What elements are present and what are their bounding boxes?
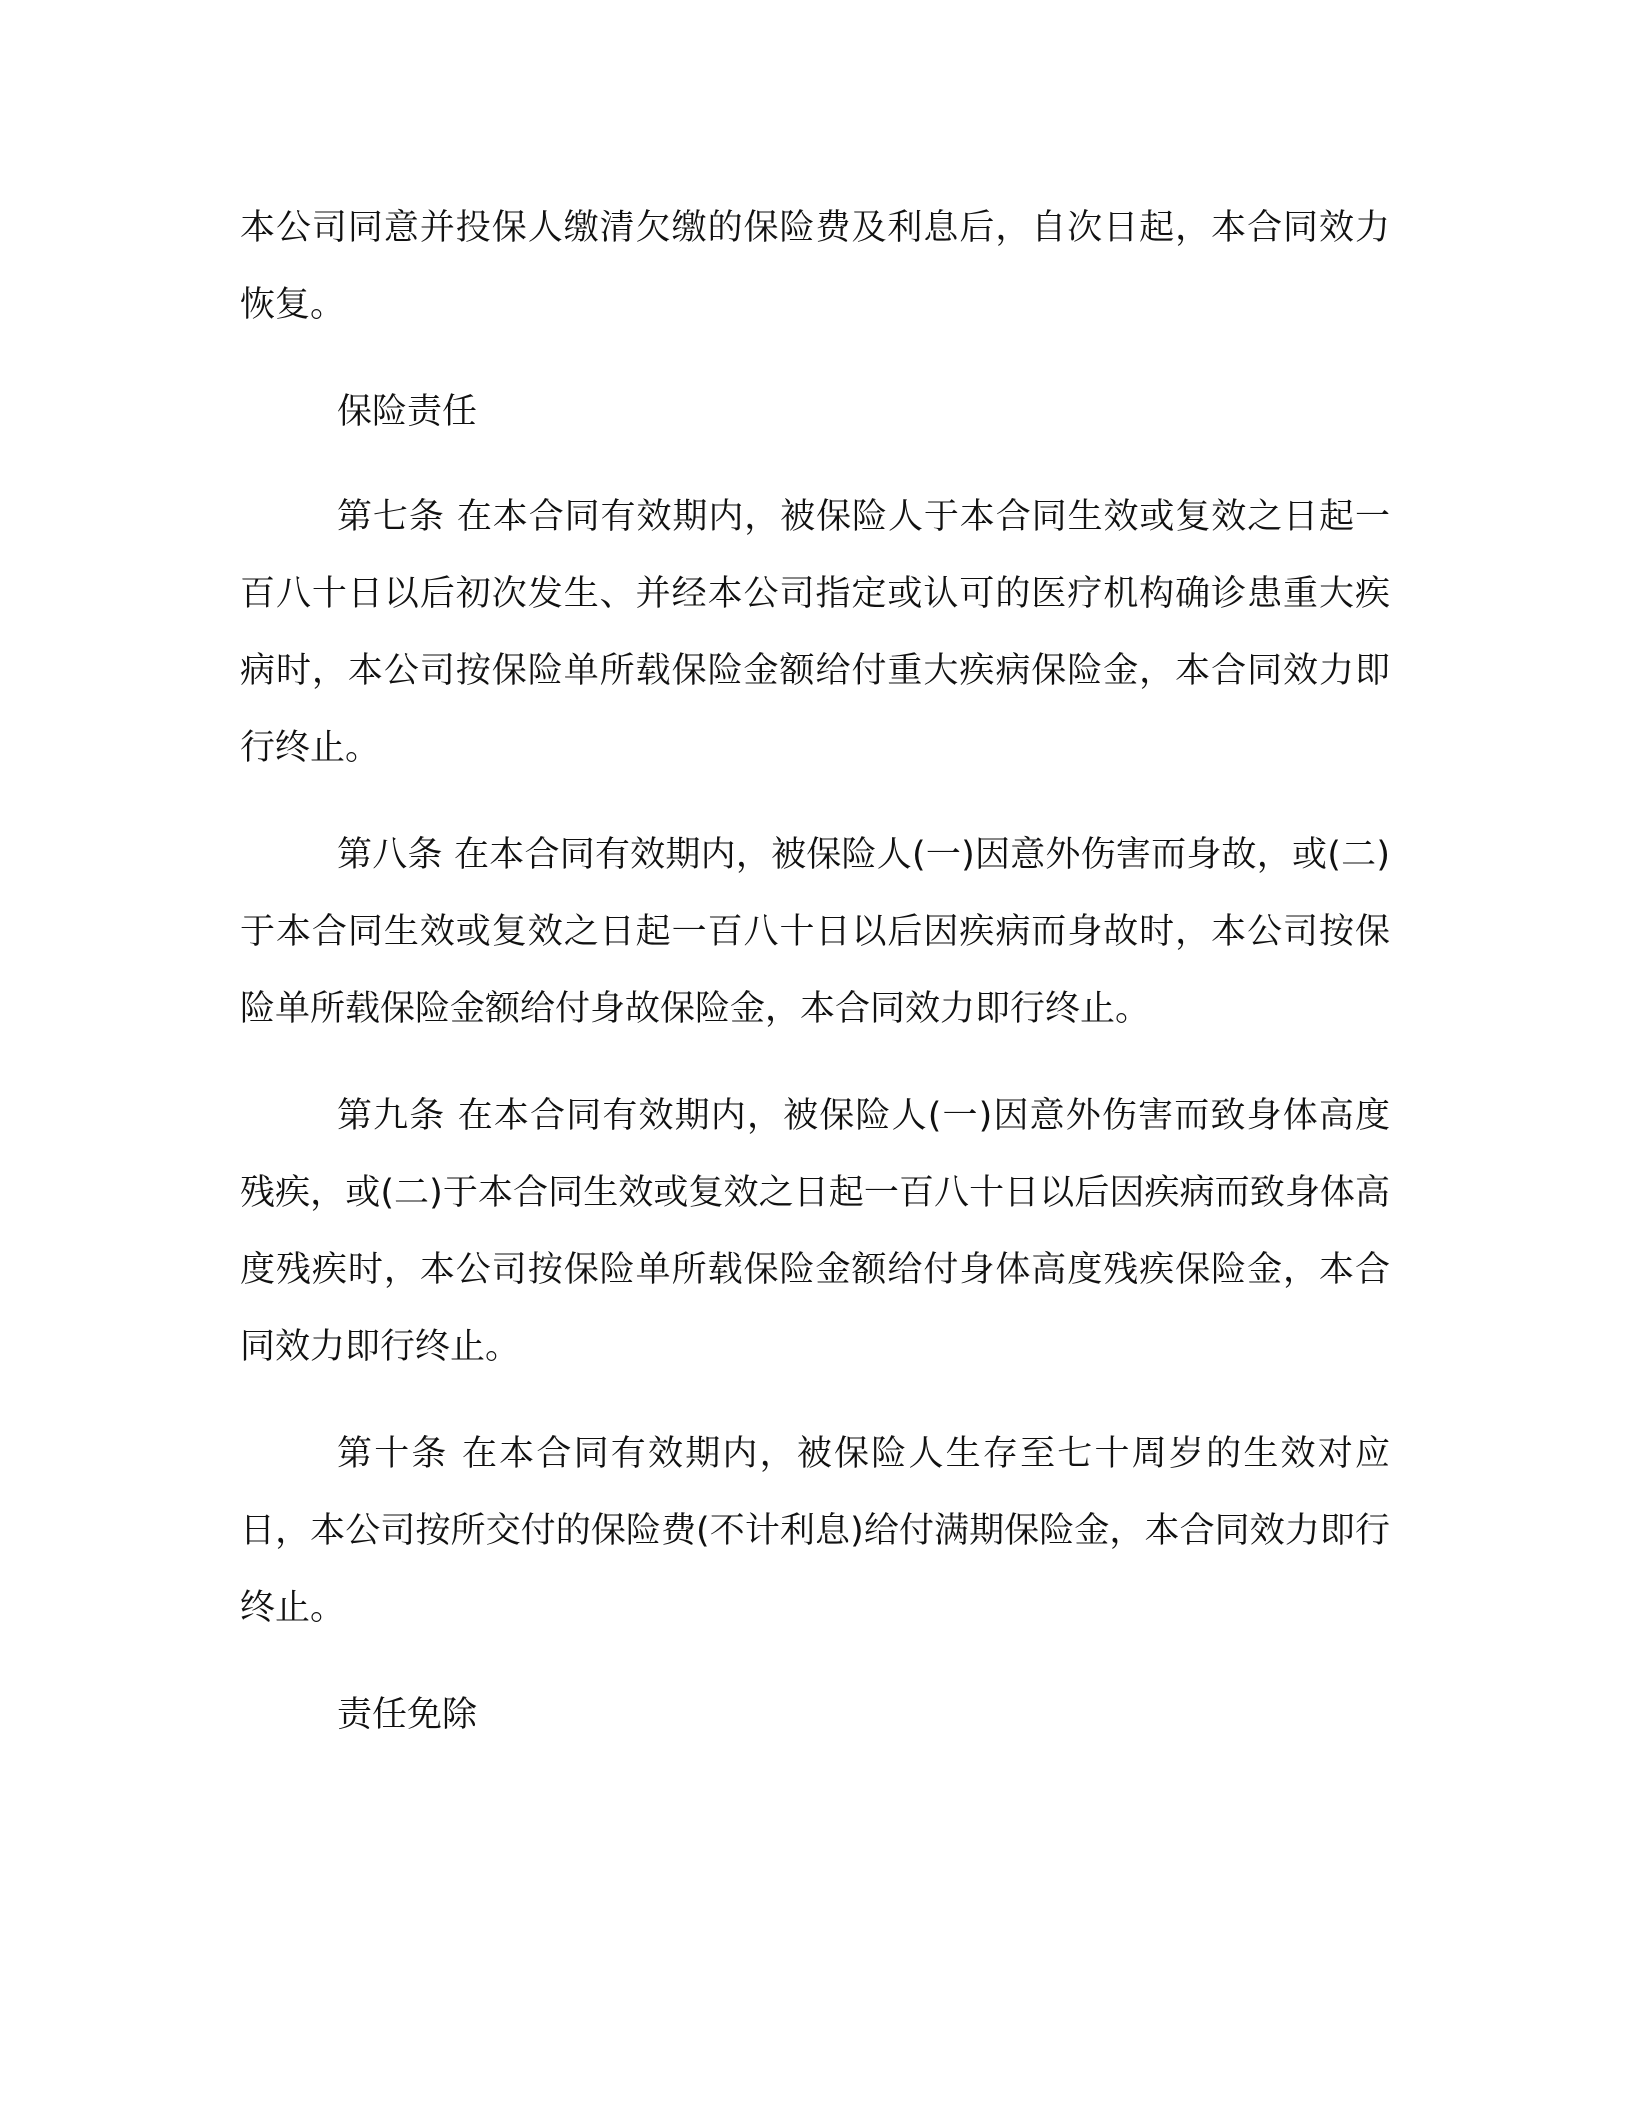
article-7-text: 在本合同有效期内，被保险人于本合同生效或复效之日起一百八十日以后初次发生、并经本公司指定或认可的医疗机构确诊患重大疾病时，本公司按保险单所载保险金额给付重大疾病保险金，本合同效力即行终止。	[240, 497, 1390, 768]
article-8	[240, 817, 1390, 1048]
paragraph-continuation: 本公司同意并投保人缴清欠缴的保险费及利息后，自次日起，本合同效力恢复。	[240, 208, 1390, 325]
section-heading-exclusions: 责任免除	[337, 1695, 478, 1735]
article-7-label: 第七条	[337, 497, 445, 537]
article-9-label: 第九条	[337, 1096, 446, 1136]
article-9-text: 在本合同有效期内，被保险人(一)因意外伤害而致身体高度残疾，或(二)于本合同生效或复效之日起一百八十日以后因疾病而致身体高度残疾时，本公司按保险单所载保险金额给付身体高度残疾保险金，本合同效力即行终止。	[240, 1096, 1390, 1367]
article-8-text: 在本合同有效期内，被保险人(一)因意外伤害而身故，或(二)于本合同生效或复效之日起一百八十日以后因疾病而身故时，本公司按保险单所载保险金额给付身故保险金，本合同效力即行终止。	[240, 835, 1390, 1029]
article-10-label: 第十条	[337, 1434, 449, 1474]
article-10-text: 在本合同有效期内，被保险人生存至七十周岁的生效对应日，本公司按所交付的保险费(不计利息)给付满期保险金，本合同效力即行终止。	[240, 1434, 1390, 1628]
article-8-label: 第八条	[337, 835, 443, 875]
article-9	[240, 1078, 1390, 1386]
article-7	[240, 479, 1390, 787]
article-10	[240, 1416, 1390, 1647]
section-heading-insurance-liability: 保险责任	[337, 392, 478, 432]
document-page	[240, 190, 1390, 1754]
